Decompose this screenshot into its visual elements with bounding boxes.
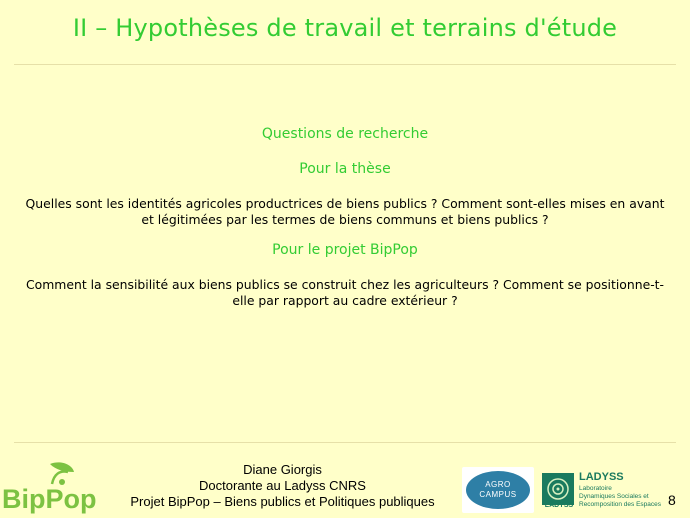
- bippop-logo-graphic: [2, 460, 102, 514]
- footer-credits: [110, 462, 455, 510]
- author-role: Doctorante au Ladyss CNRS: [199, 478, 366, 493]
- title-divider: [14, 64, 676, 65]
- ladyss-emblem-label: LADYSS: [544, 502, 574, 509]
- bippop-logo: [2, 460, 102, 514]
- agrocampus-line-1: AGRO: [485, 480, 511, 489]
- ladyss-subtitle-line-2: Dynamiques Sociales et: [579, 493, 649, 500]
- ladyss-subtitle-line-3: Recomposition des Espaces: [579, 501, 662, 508]
- ladyss-name: LADYSS: [579, 471, 624, 483]
- ladyss-emblem-graphic: [542, 473, 574, 505]
- author-name: Diane Giorgis: [243, 462, 322, 477]
- ladyss-subtitle: [579, 485, 669, 509]
- thesis-question-line-1: Quelles sont les identités agricoles productrices de biens publics ? Comment sont-elles mises en avant: [25, 196, 665, 211]
- agrocampus-logo: [462, 467, 534, 513]
- thesis-heading: Pour la thèse: [299, 161, 391, 177]
- project-question-line-1: Comment la sensibilité aux biens publics se construit chez les agriculteurs ? Comment se positionne-t-: [25, 277, 665, 292]
- bippop-logo-text: BipPop: [2, 484, 97, 514]
- project-question-line-2: elle par rapport au cadre extérieur ?: [232, 293, 458, 308]
- footer-divider: [14, 442, 676, 443]
- project-heading: Pour le projet BipPop: [272, 242, 418, 258]
- slide-title: II – Hypothèses de travail et terrains d'étude: [72, 14, 618, 42]
- project-name: Projet BipPop – Biens publics et Politiques publiques: [130, 494, 435, 509]
- ladyss-logo: [540, 471, 666, 515]
- project-question: [8, 277, 682, 309]
- ladyss-subtitle-line-1: Laboratoire: [579, 485, 612, 492]
- page-number: 8: [668, 492, 676, 508]
- ladyss-emblem-icon: [542, 473, 574, 505]
- section-heading: Questions de recherche: [261, 126, 429, 142]
- agrocampus-line-2: CAMPUS: [479, 490, 517, 499]
- thesis-question-line-2: et légitimées par les termes de biens communs et biens publics ?: [141, 212, 549, 227]
- thesis-question: [8, 196, 682, 228]
